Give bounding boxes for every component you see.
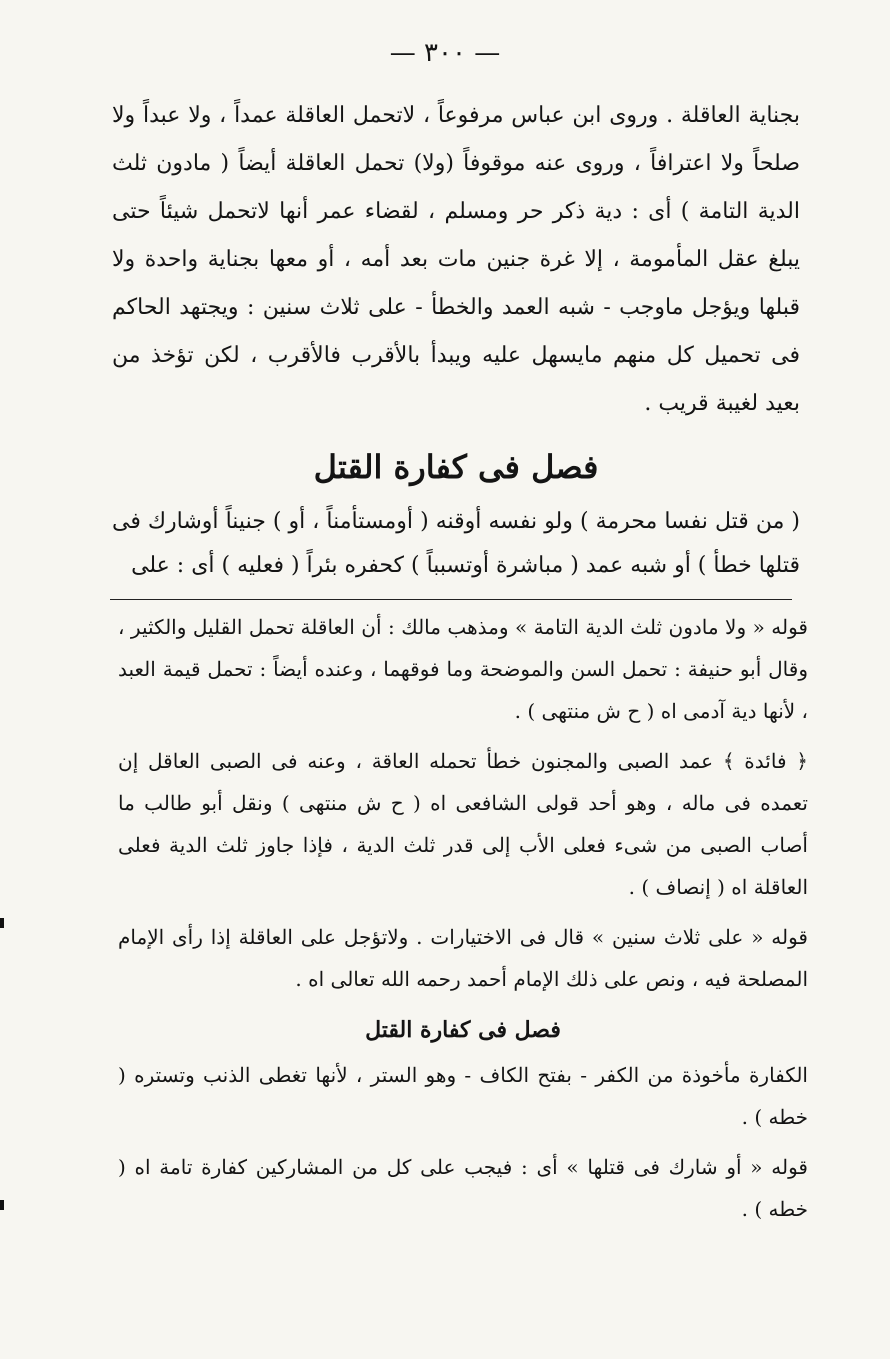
- footnote-2: ﴿ فائدة ﴾ عمد الصبى والمجنون خطأ تحمله العاقة ، وعنه فى الصبى العاقل إن تعمده فى ماله ، وهو أحد قولى الشافعى اه ( ح ش منتهى ) ونقل أبو طالب ما أصاب الصبى من شىء فعلى الأب إلى قدر ثلث الدية ، فإذا جاوز ثلث الدية فعلى العاقلة اه ( إنصاف ) .: [118, 749, 808, 899]
- footnote-1: قوله « ولا مادون ثلث الدية التامة » ومذهب مالك : أن العاقلة تحمل القليل والكثير ، وقال أبو حنيفة : تحمل السن والموضحة وما فوقهما ، وعنده أيضاً : تحمل قيمة العبد ، لأنها دية آدمى اه ( ح ش منتهى ) .: [118, 615, 808, 723]
- footnote-3: قوله « على ثلاث سنين » قال فى الاختيارات . ولاتؤجل على العاقلة إذا رأى الإمام المصلحة فيه ، ونص على ذلك الإمام أحمد رحمه الله تعالى اه .: [118, 925, 808, 991]
- footnote-separator: [110, 599, 792, 600]
- scan-edge-mark: [0, 1200, 4, 1210]
- main-text: [112, 92, 800, 588]
- footnotes: [118, 606, 808, 1238]
- footnote-5: قوله « أو شارك فى قتلها » أى : فيجب على كل من المشاركين كفارة تامة اه ( خطه ) .: [118, 1155, 808, 1221]
- page-number: — ٣٠٠ —: [389, 38, 501, 68]
- main-paragraph-1: بجناية العاقلة . وروى ابن عباس مرفوعاً ، لاتحمل العاقلة عمداً ، ولا عبداً ولا صلحاً ولا اعترافاً ، وروى عنه موقوفاً (ولا) تحمل العاقلة أيضاً ( مادون ثلث الدية التامة ) أى : دية ذكر حر ومسلم ، لقضاء عمر أنها لاتحمل شيئاً حتى يبلغ عقل المأمومة ، إلا غرة جنين مات بعد أمه ، أو معها بجناية واحدة ولا قبلها ويؤجل ماوجب - شبه العمد والخطأ - على ثلاث سنين : ويجتهد الحاكم فى تحميل كل منهم مايسهل عليه ويبدأ بالأقرب فالأقرب ، لكن تؤخذ من بعيد لغيبة قريب .: [112, 103, 800, 416]
- footnote-section-heading: فصل فى كفارة القتل: [365, 1017, 561, 1043]
- footnote-4: الكفارة مأخوذة من الكفر - بفتح الكاف - وهو الستر ، لأنها تغطى الذنب وتستره ( خطه ) .: [118, 1063, 808, 1129]
- section-heading: فصل فى كفارة القتل: [313, 448, 599, 486]
- main-paragraph-2: ( من قتل نفسا محرمة ) ولو نفسه أوقنه ( أومستأمناً ، أو ) جنيناً أوشارك فى قتلها خطأ ) أو شبه عمد ( مباشرة أوتسبباً ) كحفره بئراً ( فعليه ) أى : على: [112, 509, 800, 578]
- scan-edge-mark: [0, 918, 4, 928]
